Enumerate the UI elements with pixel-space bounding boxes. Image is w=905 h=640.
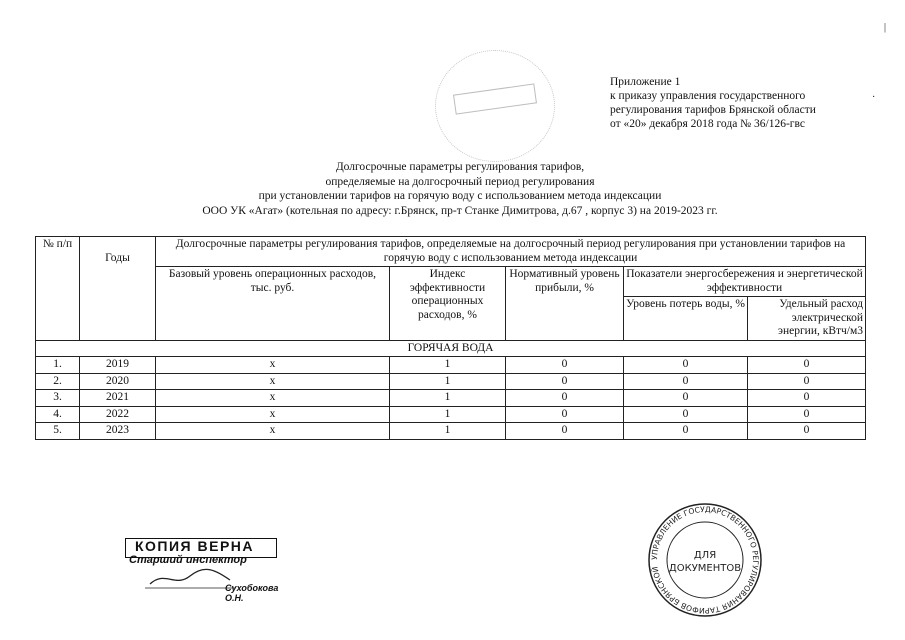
cell-index: 1 [390, 373, 506, 390]
header-specific: Удельный расход электрической энергии, кВтч/м3 [748, 297, 866, 341]
scan-mark: | [884, 22, 887, 33]
table-row [36, 406, 866, 423]
cell-base: x [156, 390, 390, 407]
cell-year: 2022 [80, 406, 156, 423]
document-title [140, 160, 780, 218]
cell-loss: 0 [624, 406, 748, 423]
cell-index: 1 [390, 357, 506, 374]
title-line-2: определяемые на долгосрочный период регулирования [325, 175, 595, 188]
cell-specific: 0 [748, 423, 866, 440]
cell-profit: 0 [506, 390, 624, 407]
table-row [36, 357, 866, 374]
copy-certified-stamp [125, 538, 290, 603]
table-row [36, 423, 866, 440]
cell-loss: 0 [624, 357, 748, 374]
cell-num: 2. [36, 373, 80, 390]
scan-mark: · [872, 92, 876, 103]
cell-base: x [156, 373, 390, 390]
seal-icon [640, 500, 770, 620]
seal-ring-text: УПРАВЛЕНИЕ ГОСУДАРСТВЕННОГО РЕГУЛИРОВАНИЯ ТАРИФОВ БРЯНСКОЙ [649, 504, 761, 616]
appendix-block [610, 75, 816, 131]
cell-specific: 0 [748, 390, 866, 407]
copy-stamp-title: КОПИЯ ВЕРНА [135, 538, 255, 554]
header-index: Индекс эффективности операционных расходов, % [390, 267, 506, 341]
header-profit: Нормативный уровень прибыли, % [506, 267, 624, 341]
cell-year: 2019 [80, 357, 156, 374]
cell-loss: 0 [624, 373, 748, 390]
appendix-line-2: к приказу управления государственного [610, 90, 806, 102]
cell-loss: 0 [624, 423, 748, 440]
seal-line-2: ДОКУМЕНТОВ [668, 563, 742, 574]
header-loss: Уровень потерь воды, % [624, 297, 748, 341]
appendix-line-4: от «20» декабря 2018 года № 36/126-гвс [610, 118, 805, 130]
faded-stamp [435, 50, 555, 162]
cell-index: 1 [390, 390, 506, 407]
seal-line-1: ДЛЯ [693, 550, 717, 561]
table-row [36, 373, 866, 390]
section-row [36, 340, 866, 357]
copy-stamp-name: Сухобокова О.Н. [225, 583, 279, 603]
cell-profit: 0 [506, 423, 624, 440]
cell-profit: 0 [506, 357, 624, 374]
cell-specific: 0 [748, 406, 866, 423]
round-seal-stamp [640, 500, 770, 620]
title-line-4: ООО УК «Агат» (котельная по адресу: г.Брянск, пр-т Станке Димитрова, д.67 , корпус 3) на 2019-2023 гг. [202, 204, 718, 217]
table-subheader-row [36, 267, 866, 297]
header-group: Долгосрочные параметры регулирования тарифов, определяемые на долгосрочный период регулирования при установлении тарифов на горячую воду с использованием метода индексации [156, 237, 866, 267]
cell-num: 4. [36, 406, 80, 423]
cell-index: 1 [390, 423, 506, 440]
cell-year: 2023 [80, 423, 156, 440]
cell-num: 1. [36, 357, 80, 374]
cell-loss: 0 [624, 390, 748, 407]
cell-specific: 0 [748, 373, 866, 390]
table-header-row [36, 237, 866, 267]
section-label: ГОРЯЧАЯ ВОДА [36, 340, 866, 357]
header-num: № п/п [36, 237, 80, 341]
header-energy-group: Показатели энергосбережения и энергетической эффективности [624, 267, 866, 297]
title-line-1: Долгосрочные параметры регулирования тарифов, [335, 161, 585, 173]
cell-num: 5. [36, 423, 80, 440]
signature-icon [145, 566, 235, 590]
copy-stamp-position: Старший инспектор [129, 554, 247, 566]
cell-year: 2021 [80, 390, 156, 407]
cell-specific: 0 [748, 357, 866, 374]
cell-base: x [156, 423, 390, 440]
appendix-line-3: регулирования тарифов Брянской области [610, 104, 816, 116]
appendix-line-1: Приложение 1 [610, 76, 681, 88]
cell-base: x [156, 406, 390, 423]
table-row [36, 390, 866, 407]
cell-index: 1 [390, 406, 506, 423]
cell-profit: 0 [506, 373, 624, 390]
cell-profit: 0 [506, 406, 624, 423]
cell-year: 2020 [80, 373, 156, 390]
header-base: Базовый уровень операционных расходов, тыс. руб. [156, 267, 390, 341]
cell-num: 3. [36, 390, 80, 407]
header-years: Годы [80, 237, 156, 341]
cell-base: x [156, 357, 390, 374]
parameters-table [35, 236, 866, 440]
title-line-3: при установлении тарифов на горячую воду с использованием метода индексации [258, 190, 662, 202]
